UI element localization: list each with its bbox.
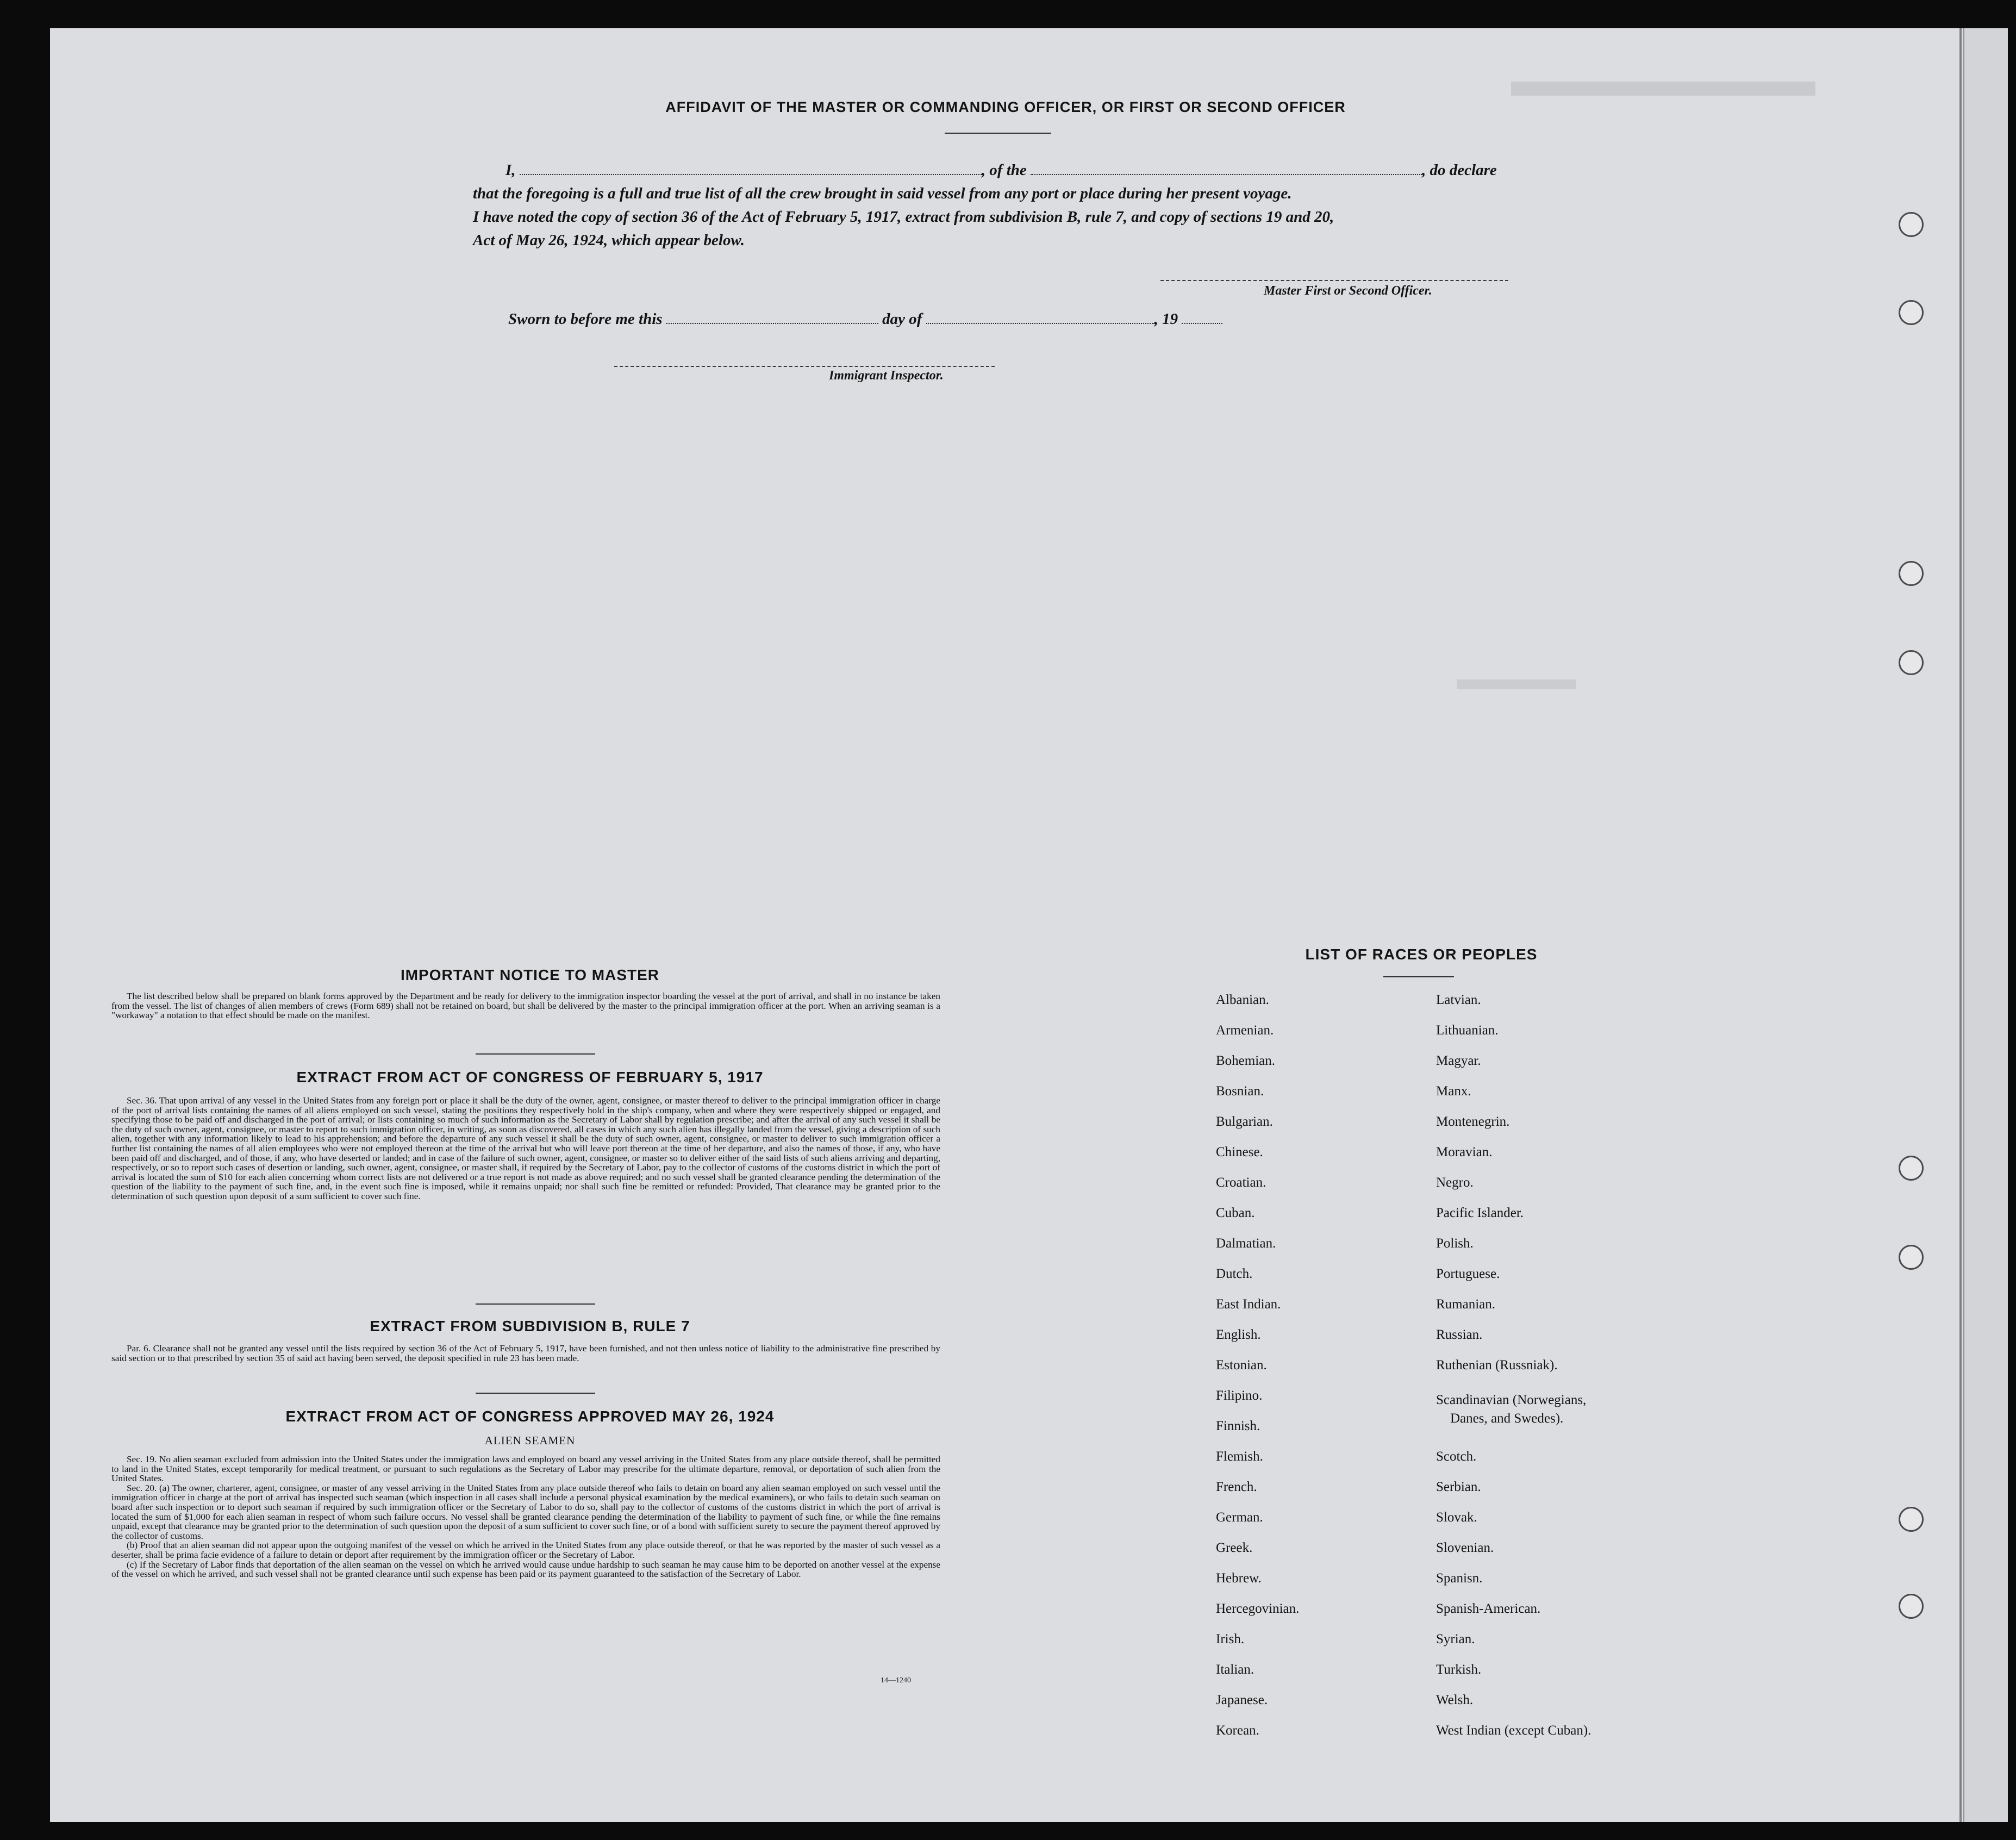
race-item: French. (1216, 1480, 1257, 1494)
extract-1917-body (111, 1096, 940, 1201)
notice-title: IMPORTANT NOTICE TO MASTER (400, 966, 660, 983)
extract-1924-sec19: Sec. 19. No alien seaman excluded from admission into the United States under the immigration laws and employed on board any vessel arriving in the United States from any place outside thereof, shall be permitted to land in the United States, except temporarily for medical treatment, or pursuant to such regulations as the Secretary of Labor may prescribe for the ultimate departure, removal, or deportation of such alien from the United States. (111, 1454, 940, 1484)
affidavit-line1c: , do declare (1422, 161, 1497, 179)
extract-1924-title: EXTRACT FROM ACT OF CONGRESS APPROVED MAY 26, 1924 (285, 1408, 775, 1425)
race-item: Irish. (1216, 1632, 1245, 1646)
extract-1924-subtitle: ALIEN SEAMEN (484, 1434, 576, 1447)
binder-hole (1899, 650, 1924, 675)
divider (945, 133, 1051, 134)
extract-rule7-title: EXTRACT FROM SUBDIVISION B, RULE 7 (370, 1318, 690, 1334)
race-item: German. (1216, 1510, 1263, 1525)
race-item: Bohemian. (1216, 1053, 1276, 1068)
sworn-text-c: , 19 (1154, 310, 1178, 328)
inspector-signature-line[interactable] (614, 366, 995, 367)
affidavit-paragraph (473, 159, 1527, 252)
binder-hole (1899, 300, 1924, 325)
race-item: Manx. (1436, 1084, 1471, 1099)
race-item: Spanisn. (1436, 1571, 1483, 1586)
binder-hole (1899, 1507, 1924, 1532)
race-item: Scotch. (1436, 1449, 1477, 1464)
race-item: Syrian. (1436, 1632, 1475, 1646)
vessel-field[interactable] (1031, 162, 1422, 175)
master-signature-line[interactable] (1160, 280, 1508, 281)
race-item: Magyar. (1436, 1053, 1481, 1068)
race-item: Lithuanian. (1436, 1023, 1499, 1038)
sworn-month-field[interactable] (926, 311, 1154, 324)
extract-1924-sec20c: (c) If the Secretary of Labor finds that deportation of the alien seaman on the vessel on which he arrived would cause undue hardship to such seaman he may cause him to be deported on another vessel at the expense of the vessel on which he arrived, and such vessel shall not be granted clearance until such expense has been paid or its payment guaranteed to the satisfaction of the Secretary of Labor. (111, 1559, 940, 1580)
race-item: West Indian (except Cuban). (1436, 1723, 1591, 1738)
inspector-signature-caption: Immigrant Inspector. (829, 369, 944, 383)
affidavit-line3: I have noted the copy of section 36 of the Act of February 5, 1917, extract from subdivision B, rule 7, and copy of sections 19 and 20, (473, 208, 1334, 226)
extract-1924-sec20a: Sec. 20. (a) The owner, charterer, agent, consignee, or master of any vessel arriving in the United States from any place outside thereof who fails to detain on board any alien seaman employed on such vessel until the immigration officer in charge at the port of arrival has inspected such seaman (which inspection in all cases shall include a personal physical examination by the medical examiners), or who fails to detain such seaman on board after such inspection or to deport such seaman if required by such immigration officer or the Secretary of Labor to do so, shall pay to the collector of customs of the customs district in which the port of arrival is located the sum of $1,000 for each alien seaman in respect of whom such failure occurs. No vessel shall be granted clearance pending the determination of the liability to payment of such fine, or while the fine remains unpaid, except that clearance may be granted prior to the determination of such question upon the deposit of a sum sufficient to cover such fine, or of a bond with sufficient surety to secure the payment thereof approved by the collector of customs. (111, 1482, 940, 1541)
race-item: Armenian. (1216, 1023, 1274, 1038)
affidavit-line4: Act of May 26, 1924, which appear below. (473, 232, 745, 249)
race-item: Portuguese. (1436, 1267, 1500, 1281)
race-item: Chinese. (1216, 1145, 1263, 1159)
binder-hole (1899, 1594, 1924, 1619)
race-item: Moravian. (1436, 1145, 1493, 1159)
extract-rule7-body (111, 1344, 940, 1363)
sworn-day-field[interactable] (666, 311, 878, 324)
race-item: Croatian. (1216, 1175, 1266, 1190)
race-item: Flemish. (1216, 1449, 1263, 1464)
notice-body (111, 991, 940, 1020)
race-item: Turkish. (1436, 1662, 1482, 1677)
race-item: Negro. (1436, 1175, 1474, 1190)
race-item: Polish. (1436, 1236, 1474, 1251)
race-item: Rumanian. (1436, 1297, 1496, 1312)
sworn-line (508, 308, 1378, 331)
divider (1383, 976, 1454, 977)
divider (476, 1303, 595, 1305)
race-item: Cuban. (1216, 1206, 1255, 1220)
affidavit-line1a: I, (505, 161, 516, 179)
sworn-text-a: Sworn to before me this (508, 310, 663, 328)
race-item: Pacific Islander. (1436, 1206, 1524, 1220)
race-item: Welsh. (1436, 1693, 1474, 1707)
master-signature-caption: Master First or Second Officer. (1264, 284, 1432, 298)
race-item: Russian. (1436, 1327, 1483, 1342)
race-item: Spanish-American. (1436, 1601, 1541, 1616)
notice-text: The list described below shall be prepared on blank forms approved by the Department and be ready for delivery to the immigration inspector boarding the vessel at the port of arrival, and shall in no instance be taken from the vessel. The list of changes of alien members of crews (Form 689) shall not be retained on board, but shall be delivered by the master to the principal immigration officer at the port. When an arriving seaman is a "workaway" a notation to that effect should be made on the manifest. (111, 991, 940, 1021)
extract-1917-text: Sec. 36. That upon arrival of any vessel in the United States from any foreign port or place it shall be the duty of the owner, agent, consignee, or master thereof to deliver to the principal immigration officer in charge of the port of arrival lists containing the names of all aliens employed on such vessel, stating the positions they respectively hold in the ship's company, when and where they were respectively shipped or engaged, and specifying those to be paid off and discharged in the port of arrival; or lists containing so much of such information as the Secretary of Labor shall by regulation prescribe; and after the arrival of any such vessel it shall be the duty of such owner, agent, consignee, or master to report to such immigration officer, in writing, as soon as discovered, all cases in which any such alien has illegally landed from the vessel, giving a description of such alien, together with any information likely to lead to his apprehension; and before the departure of any such vessel it shall be the duty of such owner, agent, consignee, or master to deliver to such immigration officer a further list containing the names of all alien employees who were not employed thereon at the time of the arrival but who will leave port thereon at the time of her departure, and also the names of those, if any, who have been paid off and discharged, and of those, if any, who have deserted or landed; and in case of the failure of such owner, agent, consignee, or master so to deliver either of the said lists of such aliens arriving and departing, respectively, or so to report such cases of desertion or landing, such owner, agent, consignee, or master shall, if required by the Secretary of Labor, pay to the collector of customs of the customs district in which the port of arrival is located the sum of $10 for each alien concerning whom correct lists are not delivered or a true report is not made as above required; and no such vessel shall be granted clearance pending the determination of the question of the liability to the payment of such fine, and, in the event such fine is imposed, while it remains unpaid; nor shall such fine be remitted or refunded: Provided, That clearance may be granted prior to the determination of such question upon deposit of a sum sufficient to cover such fine. (111, 1095, 940, 1201)
race-item: Serbian. (1436, 1480, 1481, 1494)
name-field[interactable] (520, 162, 982, 175)
adjacent-page-strip (1963, 28, 2008, 1822)
race-item: Bosnian. (1216, 1084, 1264, 1099)
extract-rule7-text: Par. 6. Clearance shall not be granted any vessel until the lists required by section 36 of the Act of February 5, 1917, have been furnished, and not then unless notice of liability to the administrative fine prescribed by said section or to that prescribed by section 35 of said act having been served, the deposit specified in rule 23 has been made. (111, 1343, 940, 1363)
binder-hole (1899, 212, 1924, 237)
races-title: LIST OF RACES OR PEOPLES (1305, 946, 1538, 963)
race-item: Estonian. (1216, 1358, 1267, 1373)
binder-hole (1899, 561, 1924, 586)
race-item: Montenegrin. (1436, 1114, 1510, 1129)
race-item: Japanese. (1216, 1693, 1268, 1707)
affidavit-line2: that the foregoing is a full and true list of all the crew brought in said vessel from any port or place during her present voyage. (473, 185, 1292, 202)
race-item: Greek. (1216, 1540, 1253, 1555)
race-item: English. (1216, 1327, 1261, 1342)
sworn-year-field[interactable] (1182, 311, 1222, 324)
race-item: Albanian. (1216, 993, 1269, 1007)
bleed-through-mark (1511, 82, 1815, 96)
race-item: Korean. (1216, 1723, 1259, 1738)
race-item: Latvian. (1436, 993, 1481, 1007)
extract-1917-title: EXTRACT FROM ACT OF CONGRESS OF FEBRUARY 5, 1917 (296, 1069, 764, 1086)
extract-1924-sec20b: (b) Proof that an alien seaman did not appear upon the outgoing manifest of the vessel on which he arrived in the United States from any place outside thereof, or that he was reported by the master of such vessel as a deserter, shall be prima facie evidence of a failure to detain or deport after requirement by the immigration officer or the Secretary of Labor. (111, 1540, 940, 1560)
form-number: 14—1240 (881, 1676, 911, 1685)
race-item: Filipino. (1216, 1388, 1263, 1403)
race-item: East Indian. (1216, 1297, 1281, 1312)
binder-hole (1899, 1156, 1924, 1181)
race-item: Slovak. (1436, 1510, 1477, 1525)
affidavit-line1b: , of the (981, 161, 1027, 179)
race-item: Danes, and Swedes). (1450, 1411, 1564, 1426)
race-item: Hercegovinian. (1216, 1601, 1300, 1616)
race-item: Dutch. (1216, 1267, 1253, 1281)
race-item: Dalmatian. (1216, 1236, 1276, 1251)
divider (476, 1053, 595, 1055)
race-item: Scandinavian (Norwegians, (1436, 1393, 1587, 1407)
race-item: Italian. (1216, 1662, 1254, 1677)
affidavit-title: AFFIDAVIT OF THE MASTER OR COMMANDING OFFICER, OR FIRST OR SECOND OFFICER (665, 99, 1346, 115)
race-item: Hebrew. (1216, 1571, 1262, 1586)
bleed-through-mark (1511, 679, 1576, 689)
divider (476, 1393, 595, 1394)
race-item: Finnish. (1216, 1419, 1260, 1433)
race-item: Ruthenian (Russniak). (1436, 1358, 1558, 1373)
race-item: Slovenian. (1436, 1540, 1494, 1555)
race-item: Bulgarian. (1216, 1114, 1273, 1129)
page-edge (1959, 28, 1962, 1822)
extract-1924-body (111, 1455, 940, 1579)
binder-hole (1899, 1245, 1924, 1270)
sworn-text-b: day of (882, 310, 922, 328)
